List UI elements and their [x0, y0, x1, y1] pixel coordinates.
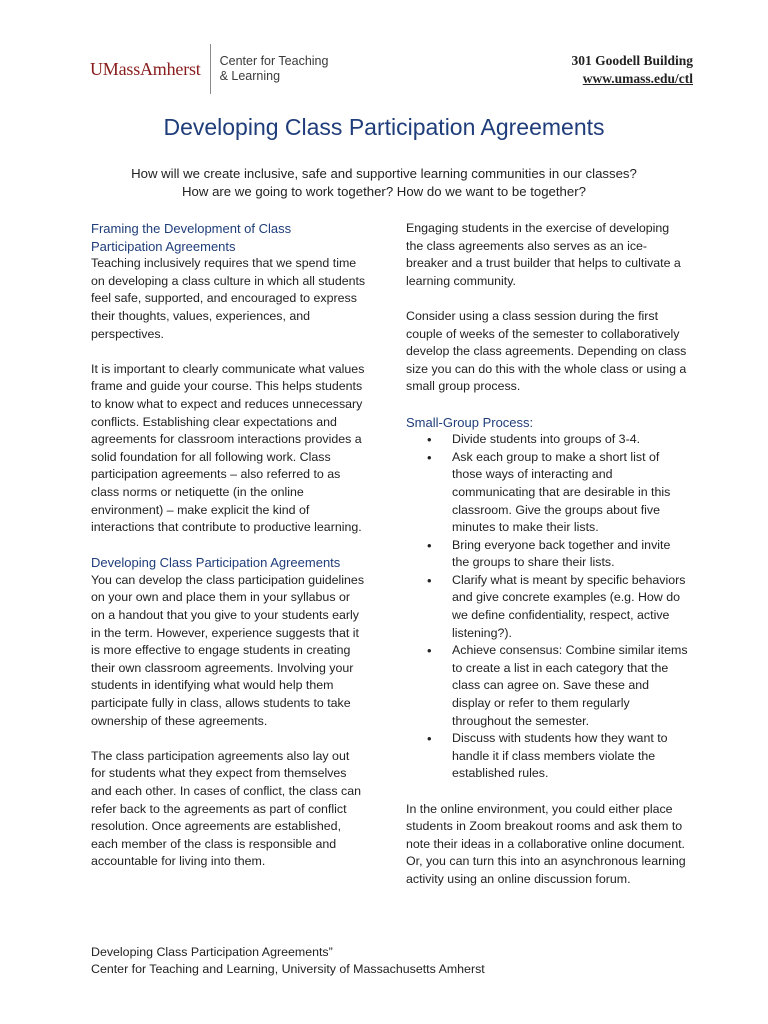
- address-text: 301 Goodell Building: [571, 53, 693, 68]
- intro-line-1: How will we create inclusive, safe and supportive learning communities in our classes?: [131, 166, 637, 181]
- list-item: • Bring everyone back together and invite the groups to share their lists.: [406, 537, 688, 572]
- page-title: Developing Class Participation Agreements: [163, 114, 605, 140]
- umass-ctl-logo: [90, 43, 328, 95]
- footer-citation: [91, 944, 485, 978]
- list-item: • Discuss with students how they want to handle it if class members violate the established rules.: [406, 730, 688, 783]
- consider-paragraph: Consider using a class session during the first couple of weeks of the semester to collaboratively develop the class agreements. Depending on class size you can do this with the whole class or using a small group process.: [406, 308, 687, 394]
- list-item: • Achieve consensus: Combine similar items to create a list in each category that the class can agree on. Save these and display or refer to them regularly throughout the semester.: [406, 642, 688, 730]
- list-item: • Ask each group to make a short list of those ways of interacting and communicating that are desirable in this classroom. Give the groups about five minutes to make their lists.: [406, 449, 688, 537]
- left-column: [91, 220, 366, 871]
- logo-ctl-line2: & Learning: [219, 69, 281, 83]
- logo-ctl-text: [211, 54, 329, 84]
- developing-paragraph-1: You can develop the class participation guidelines on your own and place them in your syllabus or on a handout that you give to your students early in the term. However, experience suggests that it is more effective to engage students in creating their own classroom agreements. Involving your students in identifying what would help them participate fully in class, allows students to take ownership of these agreements.: [91, 572, 365, 728]
- list-item: • Clarify what is meant by specific behaviors and give concrete examples (e.g. How do we define confidentiality, respect, active listening?).: [406, 572, 688, 642]
- website-link[interactable]: www.umass.edu/ctl: [582, 71, 693, 86]
- small-group-heading: Small-Group Process:: [406, 414, 534, 430]
- framing-paragraph-1: Teaching inclusively requires that we spend time on developing a class culture in which all students feel safe, supported, and encouraged to express their thoughts, values, experiences, and perspectives.: [91, 256, 366, 341]
- header-address-block: [571, 52, 693, 88]
- list-item: • Divide students into groups of 3-4.: [406, 431, 688, 449]
- engaging-paragraph: Engaging students in the exercise of developing the class agreements also serves as an ice-breaker and a trust builder that helps to cultivate a learning community.: [406, 221, 681, 288]
- developing-heading: Developing Class Participation Agreements: [91, 555, 341, 571]
- footer-line-1: Developing Class Participation Agreements”: [91, 945, 333, 959]
- small-group-steps-list: [406, 431, 688, 783]
- online-environment-paragraph: In the online environment, you could either place students in Zoom breakout rooms and ask them to note their ideas in a collaborative online document. Or, you can turn this into an asynchronous learning activity using an online discussion forum.: [406, 801, 686, 886]
- framing-heading: Framing the Development of Class Participation Agreements: [91, 221, 292, 254]
- logo-umass-wordmark: UMassAmherst: [90, 58, 201, 79]
- intro-questions: [0, 165, 768, 201]
- framing-paragraph-2: It is important to clearly communicate what values frame and guide your course. This helps students to know what to expect and reduces unnecessary conflicts. Establishing clear expectations and agreements for classroom interactions provides a solid foundation for all following work. Class participation agreements – also referred to as class norms or netiquette (in the online environment) – make explicit the kind of interactions that contribute to productive learning.: [91, 361, 365, 535]
- logo-ctl-line1: Center for Teaching: [219, 54, 329, 68]
- footer-line-2: Center for Teaching and Learning, University of Massachusetts Amherst: [91, 962, 485, 976]
- right-column: [406, 220, 688, 889]
- intro-line-2: How are we going to work together? How do we want to be together?: [182, 184, 586, 199]
- developing-paragraph-2: The class participation agreements also lay out for students what they expect from themselves and each other. In cases of conflict, the class can refer back to the agreements as part of conflict resolution. Once agreements are established, each member of the class is responsible and accountable for living into them.: [91, 748, 361, 869]
